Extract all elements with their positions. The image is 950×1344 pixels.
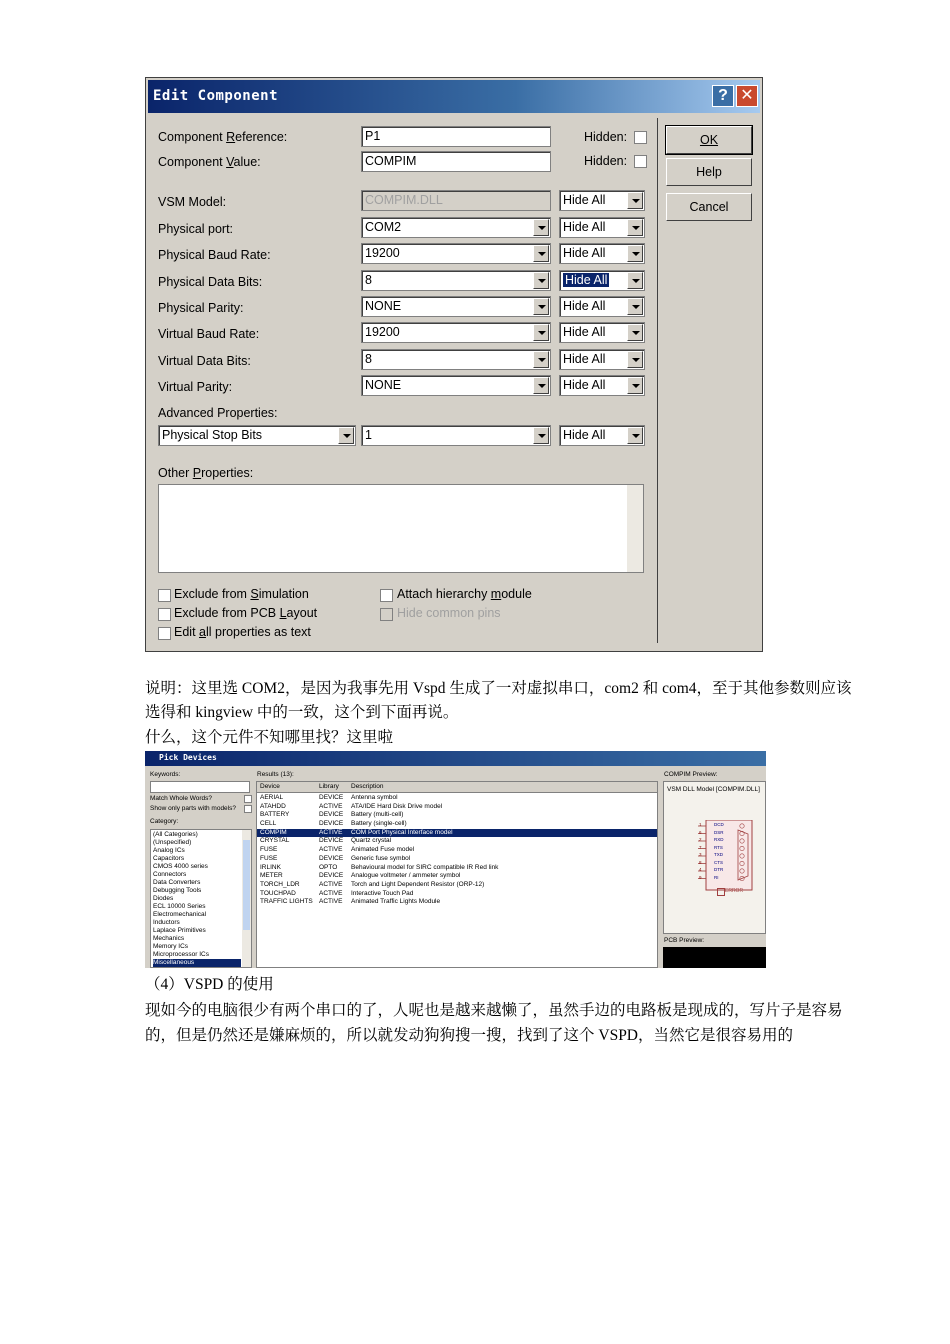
virtual-baud-rate-visibility-select[interactable]: Hide All [559,322,645,343]
category-item[interactable]: Diodes [153,895,174,902]
physical-baud-rate-label: Physical Baud Rate: [158,248,271,262]
pin-number: 8 [699,859,702,865]
pin-number: 4 [699,867,702,872]
vspd-paragraph-line-1: 现如今的电脑很少有两个串口的了，人呢也是越来越懒了，虽然手边的电路板是现成的，写片子是容易 [145,1002,843,1019]
category-label: Category: [150,818,179,825]
physical-port-label: Physical port: [158,222,234,236]
show-only-models-label: Show only parts with models? [150,805,236,812]
match-whole-words-checkbox[interactable] [244,795,252,803]
virtual-parity-select[interactable]: NONE [361,375,551,396]
category-item[interactable]: Connectors [153,871,187,878]
result-device: CELL [260,820,277,828]
cancel-button[interactable]: Cancel [666,193,752,221]
result-row[interactable] [257,855,657,864]
result-device: ATAHDD [260,802,286,810]
pin-number: 6 [699,829,702,835]
vertical-divider [657,118,658,643]
explanation-line-1: 说明：这里选 COM2，是因为我事先用 Vspd 生成了一对虚拟串口，com2 和 com4，至于其他参数则应该 [145,680,852,697]
result-description: Analogue voltmeter / ammeter symbol [351,872,461,880]
edit-all-properties-label: Edit all properties as text [174,625,311,639]
result-description: Torch and Light Dependent Resistor (ORP-12) [351,880,485,888]
results-table[interactable] [256,781,658,968]
reference-hidden-checkbox[interactable] [634,131,647,144]
close-icon[interactable]: ✕ [736,85,758,107]
compim-symbol-icon [698,820,758,892]
pin-number: 9 [699,874,702,880]
advanced-property-select[interactable]: Physical Stop Bits [158,425,356,446]
category-item[interactable]: Analog ICs [153,847,185,854]
results-label: Results (13): [257,771,294,778]
physical-parity-select[interactable]: NONE [361,296,551,317]
physical-port-select[interactable]: COM2 [361,217,551,238]
other-properties-textarea[interactable] [158,484,644,573]
edit-all-properties-checkbox[interactable] [158,627,171,640]
where-to-find-line: 什么，这个元件不知哪里找？这里啦 [145,729,394,746]
pin-name: DTR [714,867,724,872]
pin-number: 3 [699,852,702,857]
result-device: AERIAL [260,794,284,801]
help-icon[interactable]: ? [712,85,734,107]
category-item[interactable]: Inductors [153,919,180,926]
result-row[interactable] [257,820,657,829]
hidden-label: Hidden: [584,130,628,144]
error-indicator [717,888,725,896]
category-item[interactable]: (Unspecified) [153,839,192,846]
pin-name: DSR [714,829,724,835]
result-device: IRLINK [260,863,281,871]
result-library: ACTIVE [319,898,343,906]
result-library: ACTIVE [319,880,343,888]
result-library: ACTIVE [319,889,343,897]
result-device: CRYSTAL [260,837,290,845]
result-library: DEVICE [319,872,344,880]
result-row[interactable] [257,864,657,873]
match-whole-words-label: Match Whole Words? [150,795,213,802]
error-label: ERROR [725,888,744,894]
pin-number: 7 [699,844,702,850]
physical-data-bits-visibility-select[interactable]: Hide All [559,270,645,291]
exclude-pcb-layout-checkbox[interactable] [158,608,171,621]
result-description: Generic fuse symbol [351,854,411,862]
result-device: FUSE [260,854,278,862]
category-list[interactable] [150,829,252,968]
result-device: METER [260,872,283,880]
vsm-model-input: COMPIM.DLL [361,190,551,211]
physical-baud-rate-select[interactable]: 19200 [361,243,551,264]
result-description: Animated Fuse model [351,846,415,854]
result-library: DEVICE [319,811,344,819]
pcb-preview [663,947,766,968]
physical-parity-visibility-select[interactable]: Hide All [559,296,645,317]
result-library: ACTIVE [319,846,343,854]
result-description: Animated Traffic Lights Module [351,898,441,906]
exclude-pcb-layout-label: Exclude from PCB Layout [174,606,318,620]
column-device[interactable]: Device [260,783,280,790]
results-header [257,782,657,793]
category-item[interactable]: Data Converters [153,879,201,886]
exclude-simulation-checkbox[interactable] [158,589,171,602]
attach-hierarchy-label: Attach hierarchy module [397,587,532,601]
explanation-line-2: 选得和 kingview 中的一致，这个到下面再说。 [145,704,459,721]
result-device: COMPIM [260,828,287,836]
result-library: DEVICE [319,837,344,845]
column-description[interactable]: Description [351,783,384,790]
exclude-simulation-label: Exclude from Simulation [174,587,309,601]
category-item[interactable]: Miscellaneous [153,959,241,967]
keywords-label: Keywords: [150,771,181,778]
pin-number: 2 [699,837,702,842]
component-value-label: Component Value: [158,155,261,169]
advanced-visibility-select[interactable]: Hide All [559,425,645,446]
hide-common-pins-label: Hide common pins [397,606,501,620]
pick-devices-titlebar[interactable] [145,751,766,766]
hide-common-pins-checkbox [380,608,393,621]
result-library: OPTO [319,863,338,871]
result-library: DEVICE [319,794,344,801]
virtual-data-bits-select[interactable]: 8 [361,349,551,370]
attach-hierarchy-checkbox[interactable] [380,589,393,602]
result-device: TRAFFIC LIGHTS [260,898,313,906]
virtual-parity-visibility-select[interactable]: Hide All [559,375,645,396]
virtual-baud-rate-select[interactable]: 19200 [361,322,551,343]
result-description: Quartz crystal [351,837,392,845]
textarea-scrollbar[interactable] [627,485,643,572]
pin-name: CTS [714,859,723,865]
pin-name: RI [714,874,719,880]
category-item[interactable]: ECL 10000 Series [153,903,206,910]
dialog-titlebar[interactable] [148,80,760,113]
result-description: Interactive Touch Pad [351,889,414,897]
dialog-title: Edit Component [153,88,279,104]
pin-name: TXD [714,852,723,857]
value-hidden-checkbox[interactable] [634,155,647,168]
pick-devices-window [145,751,766,968]
result-row[interactable] [257,846,657,855]
help-button[interactable]: Help [666,158,752,186]
result-row[interactable] [257,898,657,907]
result-device: FUSE [260,846,278,854]
category-item[interactable]: Electromechanical [153,911,207,918]
result-device: TOUCHPAD [260,889,296,897]
result-row[interactable] [257,829,657,838]
result-description: Antenna symbol [351,794,398,801]
column-library[interactable]: Library [319,783,339,790]
result-library: DEVICE [319,820,344,828]
show-only-models-checkbox[interactable] [244,805,252,813]
category-item[interactable]: CMOS 4000 series [153,863,208,870]
category-item[interactable]: (All Categories) [153,831,198,838]
category-item[interactable]: Memory ICs [153,943,189,950]
category-item[interactable]: Debugging Tools [153,887,202,894]
result-device: TORCH_LDR [260,880,300,888]
pick-devices-title: Pick Devices [159,753,217,762]
category-scrollbar[interactable] [242,830,251,968]
vspd-paragraph-line-2: 的，但是仍然还是嫌麻烦的，所以就发动狗狗搜一搜，找到了这个 VSPD，当然它是很容易用的 [145,1027,794,1044]
preview-label: COMPIM Preview: [664,771,718,778]
pin-name: RXD [714,837,724,842]
result-description: Battery (single-cell) [351,820,407,828]
advanced-value-select[interactable]: 1 [361,425,551,446]
vsm-model-label: VSM Model: [158,195,227,209]
result-row[interactable] [257,803,657,812]
result-description: COM Port Physical Interface model [351,828,453,836]
preview-model-text: VSM DLL Model [COMPIM.DLL] [667,786,760,793]
virtual-data-bits-visibility-select[interactable]: Hide All [559,349,645,370]
component-reference-label: Component Reference: [158,130,288,144]
result-row[interactable] [257,811,657,820]
physical-parity-label: Physical Parity: [158,301,244,315]
pcb-preview-label: PCB Preview: [664,937,705,944]
ok-button[interactable]: OK [666,126,752,154]
result-library: ACTIVE [319,828,343,836]
pin-name: RTS [714,844,723,850]
category-item[interactable]: Laplace Primitives [153,927,206,934]
component-reference-input[interactable]: P1 [361,126,551,147]
pin-number: 1 [699,822,702,827]
result-row[interactable] [257,837,657,846]
result-library: ACTIVE [319,802,343,810]
pin-name: DCD [714,822,724,827]
other-properties-label: Other Properties: [158,466,254,480]
vsm-model-visibility-select[interactable]: Hide All [559,190,645,211]
hidden-label: Hidden: [584,154,628,168]
category-scroll-thumb[interactable] [243,840,250,930]
category-item[interactable]: Mechanics [153,935,185,942]
result-row[interactable] [257,890,657,899]
result-description: Behavioural model for SIRC compatible IR Red link [351,863,499,871]
virtual-data-bits-label: Virtual Data Bits: [158,354,251,368]
physical-data-bits-label: Physical Data Bits: [158,275,263,289]
result-description: ATA/IDE Hard Disk Drive model [351,802,443,810]
category-item[interactable]: Microprocessor ICs [153,951,209,958]
result-description: Battery (multi-cell) [351,811,404,819]
result-row[interactable] [257,872,657,881]
result-library: DEVICE [319,854,344,862]
component-value-input[interactable]: COMPIM [361,151,551,172]
virtual-parity-label: Virtual Parity: [158,380,233,394]
schematic-preview [663,781,766,934]
result-row[interactable] [257,794,657,803]
section-heading-vspd: （4）VSPD 的使用 [145,976,274,993]
physical-data-bits-select[interactable]: 8 [361,270,551,291]
advanced-properties-label: Advanced Properties: [158,406,278,420]
keywords-input[interactable] [150,781,250,793]
category-item[interactable]: Capacitors [153,855,185,862]
result-device: BATTERY [260,811,290,819]
edit-component-dialog [145,77,763,652]
physical-port-visibility-select[interactable]: Hide All [559,217,645,238]
physical-baud-rate-visibility-select[interactable]: Hide All [559,243,645,264]
result-row[interactable] [257,881,657,890]
virtual-baud-rate-label: Virtual Baud Rate: [158,327,260,341]
